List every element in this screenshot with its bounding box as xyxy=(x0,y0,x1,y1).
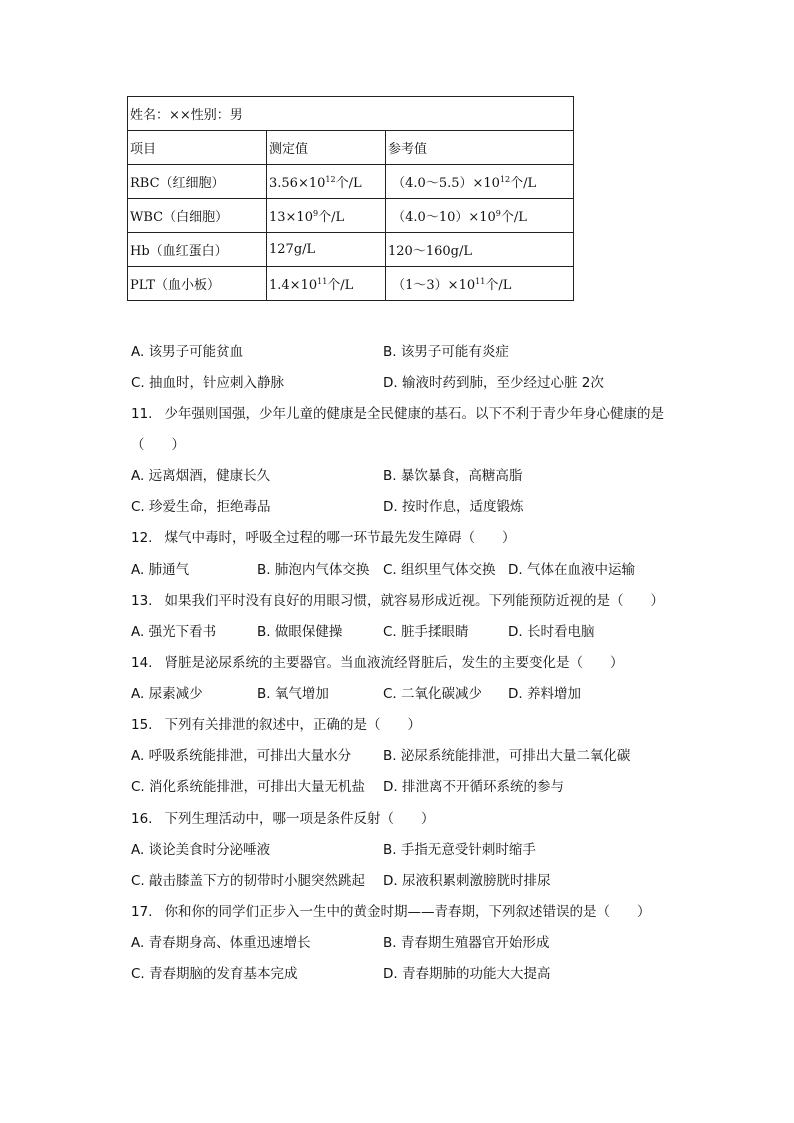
option-b: B. 暴饮暴食，高糖高脂 xyxy=(383,468,523,484)
question-text: 少年强则国强，少年儿童的健康是全民健康的基石。以下不利于青少年身心健康的是 xyxy=(164,406,664,422)
question-text: 下列有关排泄的叙述中，正确的是（ ） xyxy=(164,717,421,733)
cell-item: WBC（白细胞） xyxy=(128,199,267,233)
option-c: C. 抽血时，针应刺入静脉 xyxy=(131,375,285,391)
question-number: 11. xyxy=(131,406,153,422)
question-11 xyxy=(131,404,664,424)
reference-unit: 个/L xyxy=(485,278,512,293)
question-text: 肾脏是泌尿系统的主要器官。当血液流经肾脏后，发生的主要变化是（ ） xyxy=(164,655,624,671)
option-b: B. 氧气增加 xyxy=(257,686,329,702)
question-15 xyxy=(131,715,421,735)
reference-exponent: 12 xyxy=(499,175,511,184)
measured-value: 1.4×10 xyxy=(269,278,318,293)
cell-reference xyxy=(386,165,574,199)
option-d: D. 养料增加 xyxy=(508,686,581,702)
measured-value: 3.56×10 xyxy=(269,176,326,191)
column-header-measured: 测定值 xyxy=(267,131,386,165)
option-c: C. 消化系统能排泄，可排出大量无机盐 xyxy=(131,779,366,795)
option-c: C. 组织里气体交换 xyxy=(383,562,496,578)
question-number: 15. xyxy=(131,717,153,733)
cell-reference xyxy=(386,267,574,301)
measured-unit: 个/L xyxy=(327,278,354,293)
cell-measured xyxy=(267,233,386,267)
cell-item: RBC（红细胞） xyxy=(128,165,267,199)
patient-info-cell: 姓名：××性别：男 xyxy=(128,97,574,131)
question-number: 17. xyxy=(131,904,153,920)
measured-exponent: 9 xyxy=(312,209,319,218)
cell-measured xyxy=(267,267,386,301)
question-text: 下列生理活动中，哪一项是条件反射（ ） xyxy=(164,811,435,827)
option-b: B. 做眼保健操 xyxy=(257,624,343,640)
answer-blank: （ ） xyxy=(131,437,185,453)
option-d: D. 按时作息，适度锻炼 xyxy=(383,499,524,515)
table-row xyxy=(128,267,574,301)
option-d: D. 长时看电脑 xyxy=(508,624,595,640)
question-number: 16. xyxy=(131,811,153,827)
option-a: A. 肺通气 xyxy=(131,562,190,578)
option-d: D. 排泄离不开循环系统的参与 xyxy=(383,779,564,795)
option-c: C. 珍爱生命，拒绝毒品 xyxy=(131,499,271,515)
cell-measured xyxy=(267,199,386,233)
question-11-paren xyxy=(131,435,185,455)
question-number: 13. xyxy=(131,593,153,609)
table-row xyxy=(128,199,574,233)
reference-exponent: 11 xyxy=(475,277,486,286)
question-number: 12. xyxy=(131,530,153,546)
option-a: A. 谈论美食时分泌唾液 xyxy=(131,842,271,858)
measured-value: 13×10 xyxy=(269,210,313,225)
cell-reference xyxy=(386,199,574,233)
table-column-headers xyxy=(128,131,574,165)
cell-measured xyxy=(267,165,386,199)
question-17 xyxy=(131,902,650,922)
question-text: 如果我们平时没有良好的用眼习惯，就容易形成近视。下列能预防近视的是（ ） xyxy=(164,593,664,609)
blood-test-table xyxy=(127,96,574,301)
measured-unit: 个/L xyxy=(335,176,362,191)
question-number: 14. xyxy=(131,655,153,671)
reference-unit: 个/L xyxy=(500,210,527,225)
option-a: A. 远离烟酒，健康长久 xyxy=(131,468,271,484)
cell-item: PLT（血小板） xyxy=(128,267,267,301)
cell-reference xyxy=(386,233,574,267)
option-a: A. 该男子可能贫血 xyxy=(131,344,244,360)
reference-value: （4.0～10）×10 xyxy=(392,210,496,225)
option-a: A. 呼吸系统能排泄，可排出大量水分 xyxy=(131,748,352,764)
option-d: D. 气体在血液中运输 xyxy=(508,562,635,578)
column-header-item: 项目 xyxy=(128,131,267,165)
option-c: C. 青春期脑的发育基本完成 xyxy=(131,966,298,982)
option-c: C. 敲击膝盖下方的韧带时小腿突然跳起 xyxy=(131,873,366,889)
reference-exponent: 9 xyxy=(495,209,501,218)
measured-unit: 个/L xyxy=(318,210,345,225)
table-row xyxy=(128,165,574,199)
reference-value: （1～3）×10 xyxy=(392,278,476,293)
measured-exponent: 12 xyxy=(325,175,336,184)
question-13 xyxy=(131,591,664,611)
question-16 xyxy=(131,809,434,829)
column-header-reference: 参考值 xyxy=(386,131,574,165)
reference-value: 120～160g/L xyxy=(388,244,472,259)
option-c: C. 脏手揉眼睛 xyxy=(383,624,469,640)
question-text: 你和你的同学们正步入一生中的黄金时期——青春期，下列叙述错误的是（ ） xyxy=(164,904,651,920)
question-text: 煤气中毒时，呼吸全过程的哪一环节最先发生障碍（ ） xyxy=(164,530,516,546)
option-b: B. 手指无意受针刺时缩手 xyxy=(383,842,536,858)
cell-item: Hb（血红蛋白） xyxy=(128,233,267,267)
option-b: B. 肺泡内气体交换 xyxy=(257,562,370,578)
table-header-row xyxy=(128,97,574,131)
option-b: B. 泌尿系统能排泄，可排出大量二氧化碳 xyxy=(383,748,631,764)
option-b: B. 该男子可能有炎症 xyxy=(383,344,509,360)
option-b: B. 青春期生殖器官开始形成 xyxy=(383,935,550,951)
table-row xyxy=(128,233,574,267)
option-c: C. 二氧化碳减少 xyxy=(383,686,483,702)
option-a: A. 尿素减少 xyxy=(131,686,203,702)
reference-value: （4.0～5.5）×10 xyxy=(392,176,500,191)
question-12 xyxy=(131,528,515,548)
option-d: D. 输液时药到肺，至少经过心脏 2次 xyxy=(383,375,604,391)
option-d: D. 青春期肺的功能大大提高 xyxy=(383,966,551,982)
reference-unit: 个/L xyxy=(510,176,537,191)
measured-exponent: 11 xyxy=(317,277,328,286)
measured-value: 127g/L xyxy=(269,242,316,257)
option-d: D. 尿液积累刺激膀胱时排尿 xyxy=(383,873,551,889)
question-14 xyxy=(131,653,623,673)
option-a: A. 强光下看书 xyxy=(131,624,217,640)
option-a: A. 青春期身高、体重迅速增长 xyxy=(131,935,311,951)
